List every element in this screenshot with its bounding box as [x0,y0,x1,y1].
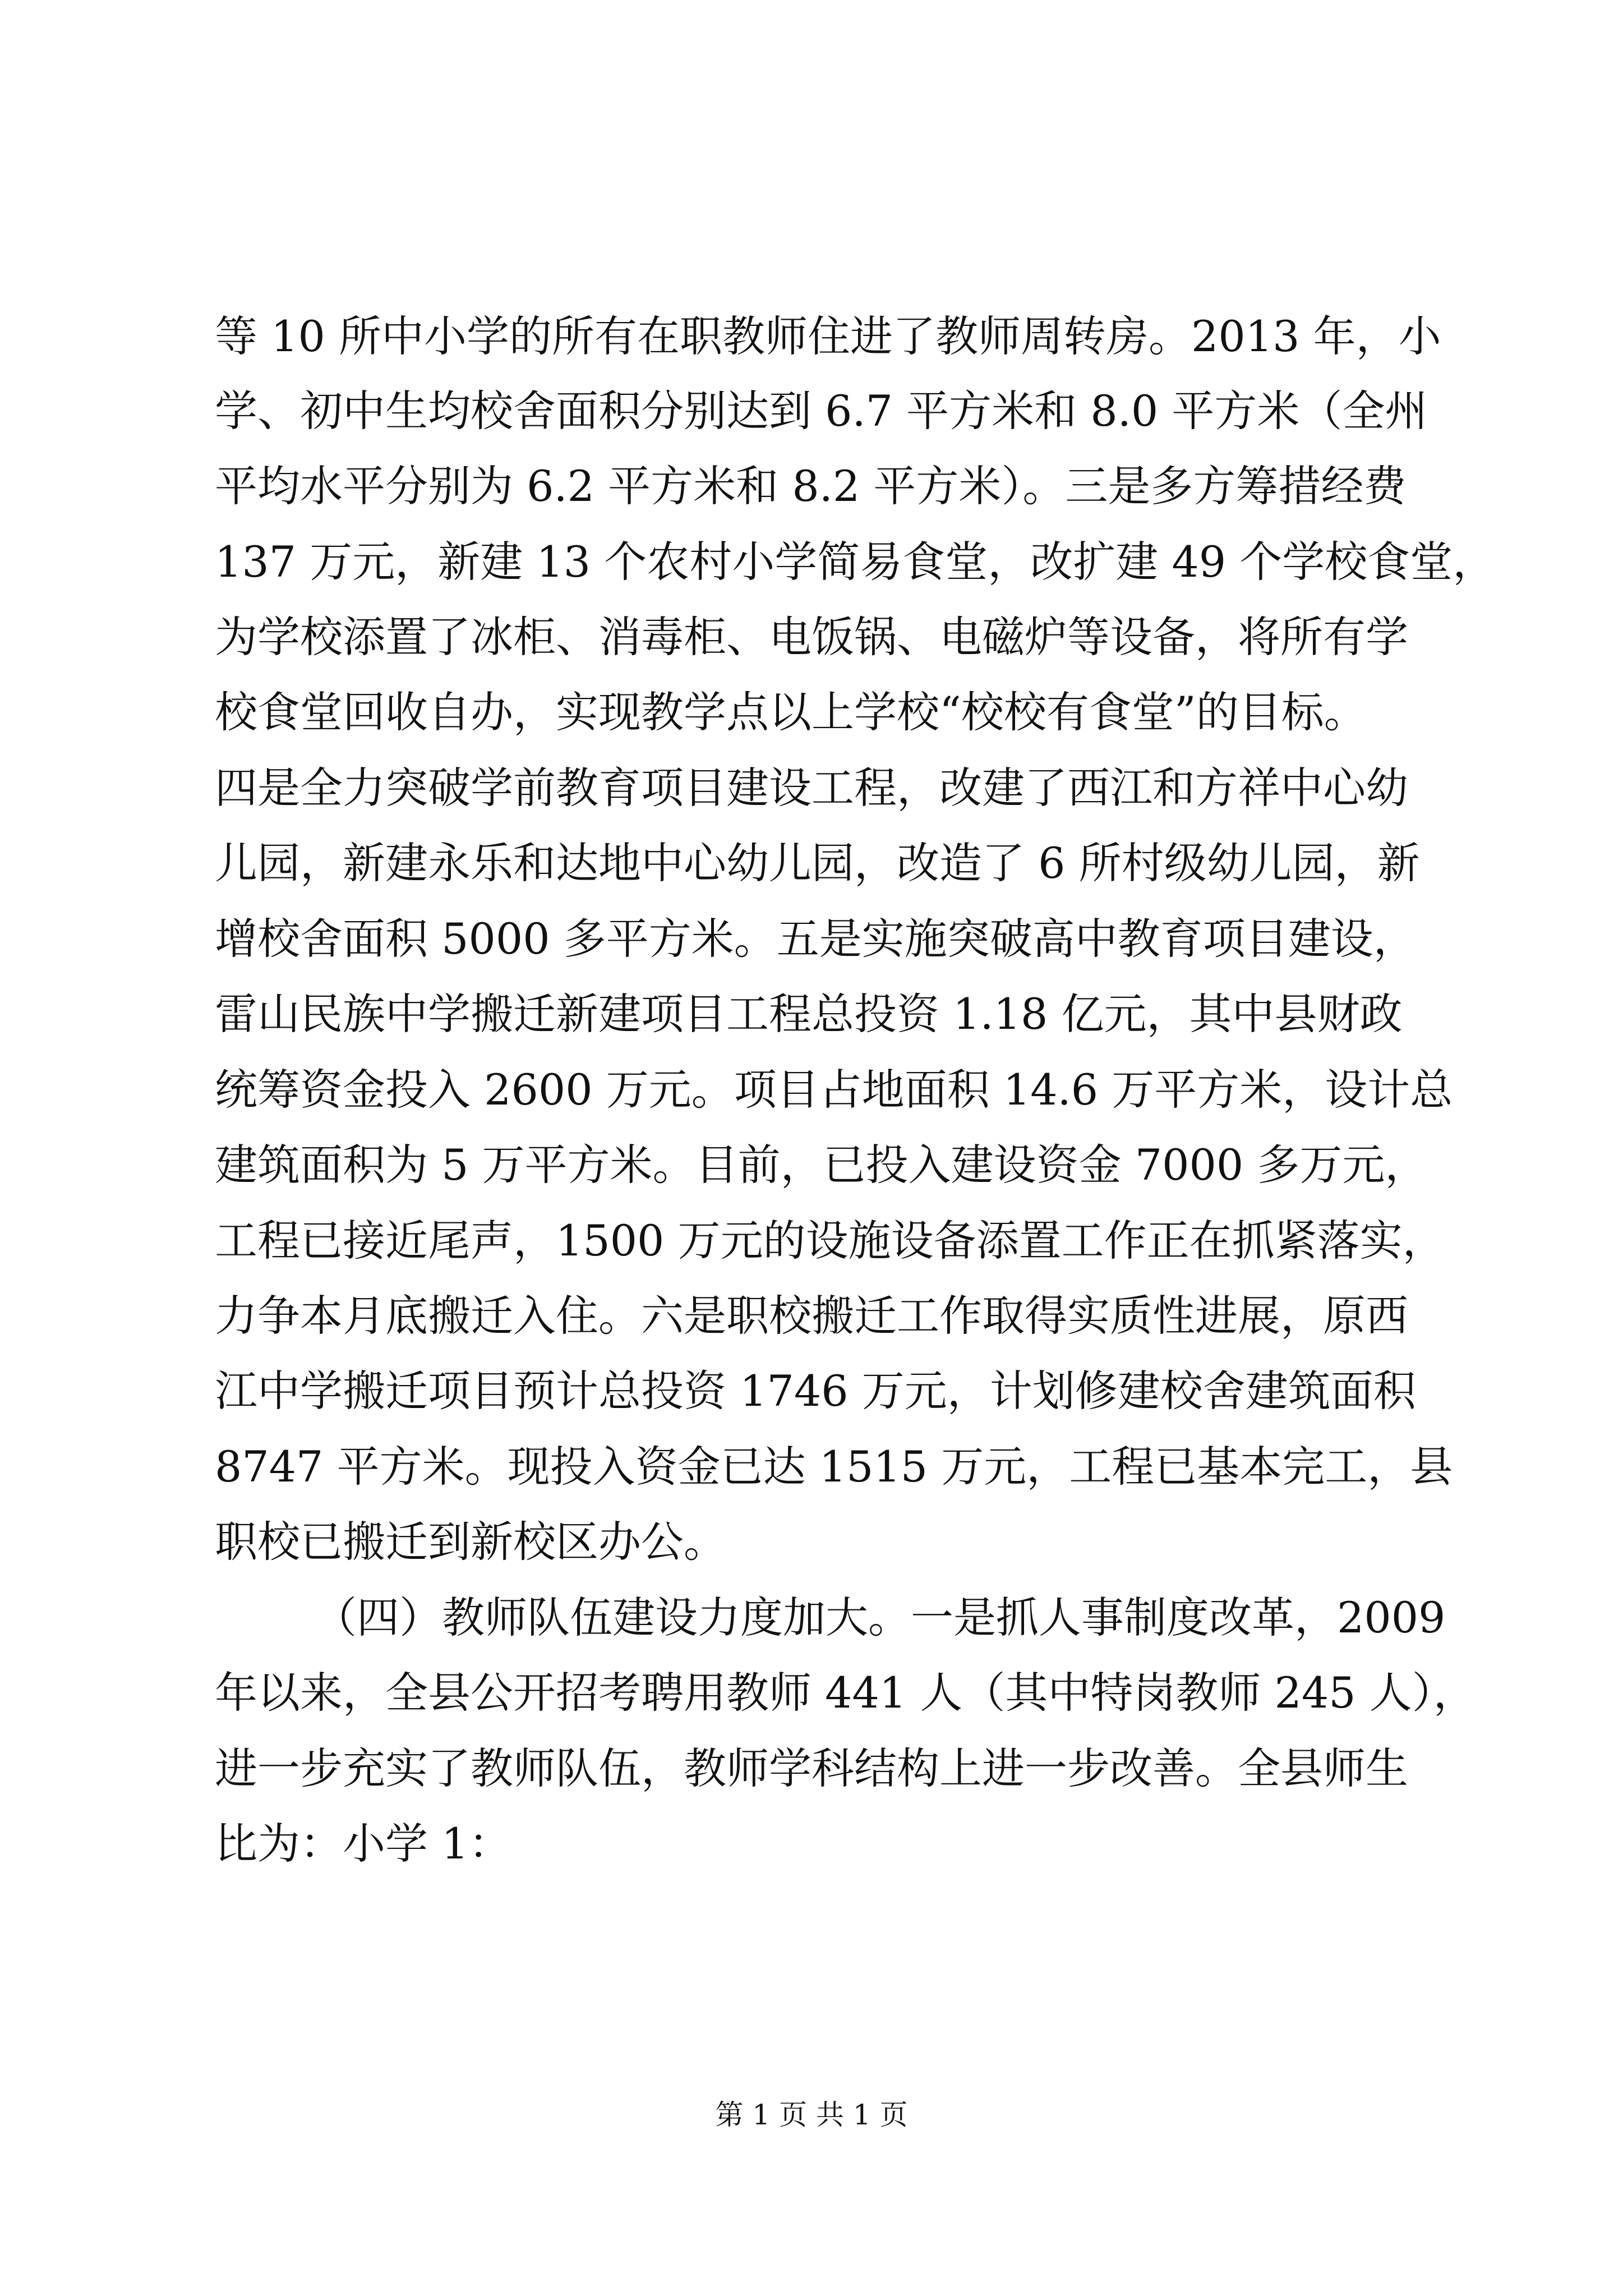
text-line: 年以来，全县公开招考聘用教师 441 人（其中特岗教师 245 人）， [215,1668,1476,1718]
paragraph-first-line: （四）教师队伍建设力度加大。一是抓人事制度改革，2009 [314,1593,1446,1642]
text-line: 统筹资金投入 2600 万元。项目占地面积 14.6 万平方米，设计总 [215,1065,1453,1115]
text-line: 职校已搬迁到新校区办公。 [215,1517,726,1567]
text-line: 8747 平方米。现投入资金已达 1515 万元，工程已基本完工，县 [215,1442,1453,1492]
text-line: 校食堂回收自办，实现教学点以上学校“校校有食堂”的目标。 [215,687,1367,737]
text-line: 建筑面积为 5 万平方米。目前，已投入建设资金 7000 多万元， [215,1140,1428,1190]
text-line: 工程已接近尾声，1500 万元的设施设备添置工作正在抓紧落实， [215,1216,1445,1266]
text-line: 比为：小学 1： [215,1819,511,1869]
text-line: 四是全力突破学前教育项目建设工程，改建了西江和方祥中心幼 [215,763,1408,813]
text-line: 等 10 所中小学的所有在职教师住进了教师周转房。2013 年，小 [215,311,1441,361]
text-line: 儿园，新建永乐和达地中心幼儿园，改造了 6 所村级幼儿园，新 [215,838,1420,888]
text-line: 江中学搬迁项目预计总投资 1746 万元，计划修建校舍建筑面积 [215,1366,1416,1416]
text-line: 平均水平分别为 6.2 平方米和 8.2 平方米）。三是多方筹措经费 [215,461,1407,511]
text-line: 雷山民族中学搬迁新建项目工程总投资 1.18 亿元，其中县财政 [215,989,1403,1039]
text-line: 进一步充实了教师队伍，教师学科结构上进一步改善。全县师生 [215,1743,1408,1793]
text-line: 增校舍面积 5000 多平方米。五是实施突破高中教育项目建设， [215,914,1416,964]
page-footer: 第 1 页 共 1 页 [715,2099,908,2131]
text-line: 学、初中生均校舍面积分别达到 6.7 平方米和 8.0 平方米（全州 [215,386,1428,436]
text-line: 137 万元，新建 13 个农村小学简易食堂，改扩建 49 个学校食堂， [215,537,1496,587]
text-line: 力争本月底搬迁入住。六是职校搬迁工作取得实质性进展，原西 [215,1291,1408,1341]
text-line: 为学校添置了冰柜、消毒柜、电饭锅、电磁炉等设备，将所有学 [215,612,1408,662]
